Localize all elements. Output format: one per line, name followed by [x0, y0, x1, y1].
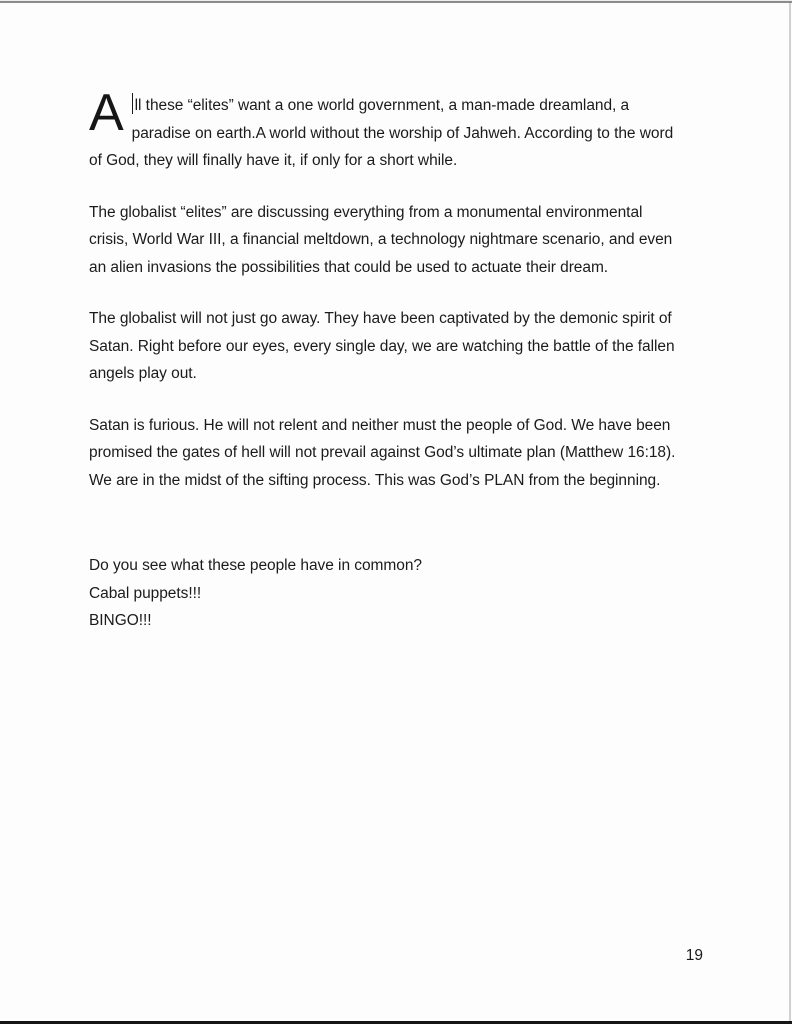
drop-cap-letter: A — [89, 84, 124, 142]
text-line: The globalist “elites” are discussing everything from a monumental environmental — [89, 203, 643, 221]
text-line: of God, they will finally have it, if only for a short while. — [89, 152, 458, 169]
page-number: 19 — [685, 947, 703, 964]
text-line: Satan. Right before our eyes, every single day, we are watching the battle of the fallen — [89, 337, 675, 355]
closing-lines-block — [89, 552, 705, 635]
closing-line-cabal: Cabal puppets!!! — [89, 584, 202, 602]
page-right-edge-line — [789, 3, 791, 1021]
text-line — [89, 92, 705, 120]
text-line: promised the gates of hell will not prevail against God’s ultimate plan (Matthew 16:18). — [89, 444, 676, 461]
text-line: Satan is furious. He will not relent and neither must the people of God. We have been — [89, 416, 671, 434]
text-line-content: ll these “elites” want a one world government, a man-made dreamland, a — [134, 97, 630, 114]
text-cursor-caret — [132, 93, 134, 114]
closing-line-bingo: BINGO!!! — [89, 612, 152, 629]
paragraph-dropcap — [89, 84, 705, 175]
text-line: paradise on earth.A world without the worship of Jahweh. According to the word — [131, 124, 674, 142]
text-line: an alien invasions the possibilities that could be used to actuate their dream. — [89, 258, 609, 276]
closing-line-question: Do you see what these people have in common? — [89, 557, 422, 574]
paragraph-2 — [89, 199, 705, 282]
text-line: angels play out. — [89, 365, 197, 382]
paragraph-3 — [89, 305, 705, 388]
page-top-edge-line — [0, 0, 792, 3]
text-line: The globalist will not just go away. They have been captivated by the demonic spirit of — [89, 310, 672, 327]
text-line: We are in the midst of the sifting process. This was God’s PLAN from the beginning. — [89, 471, 661, 489]
text-line: crisis, World War III, a financial meltdown, a technology nightmare scenario, and even — [89, 231, 673, 248]
page-content — [89, 84, 705, 635]
paragraph-4 — [89, 412, 705, 495]
